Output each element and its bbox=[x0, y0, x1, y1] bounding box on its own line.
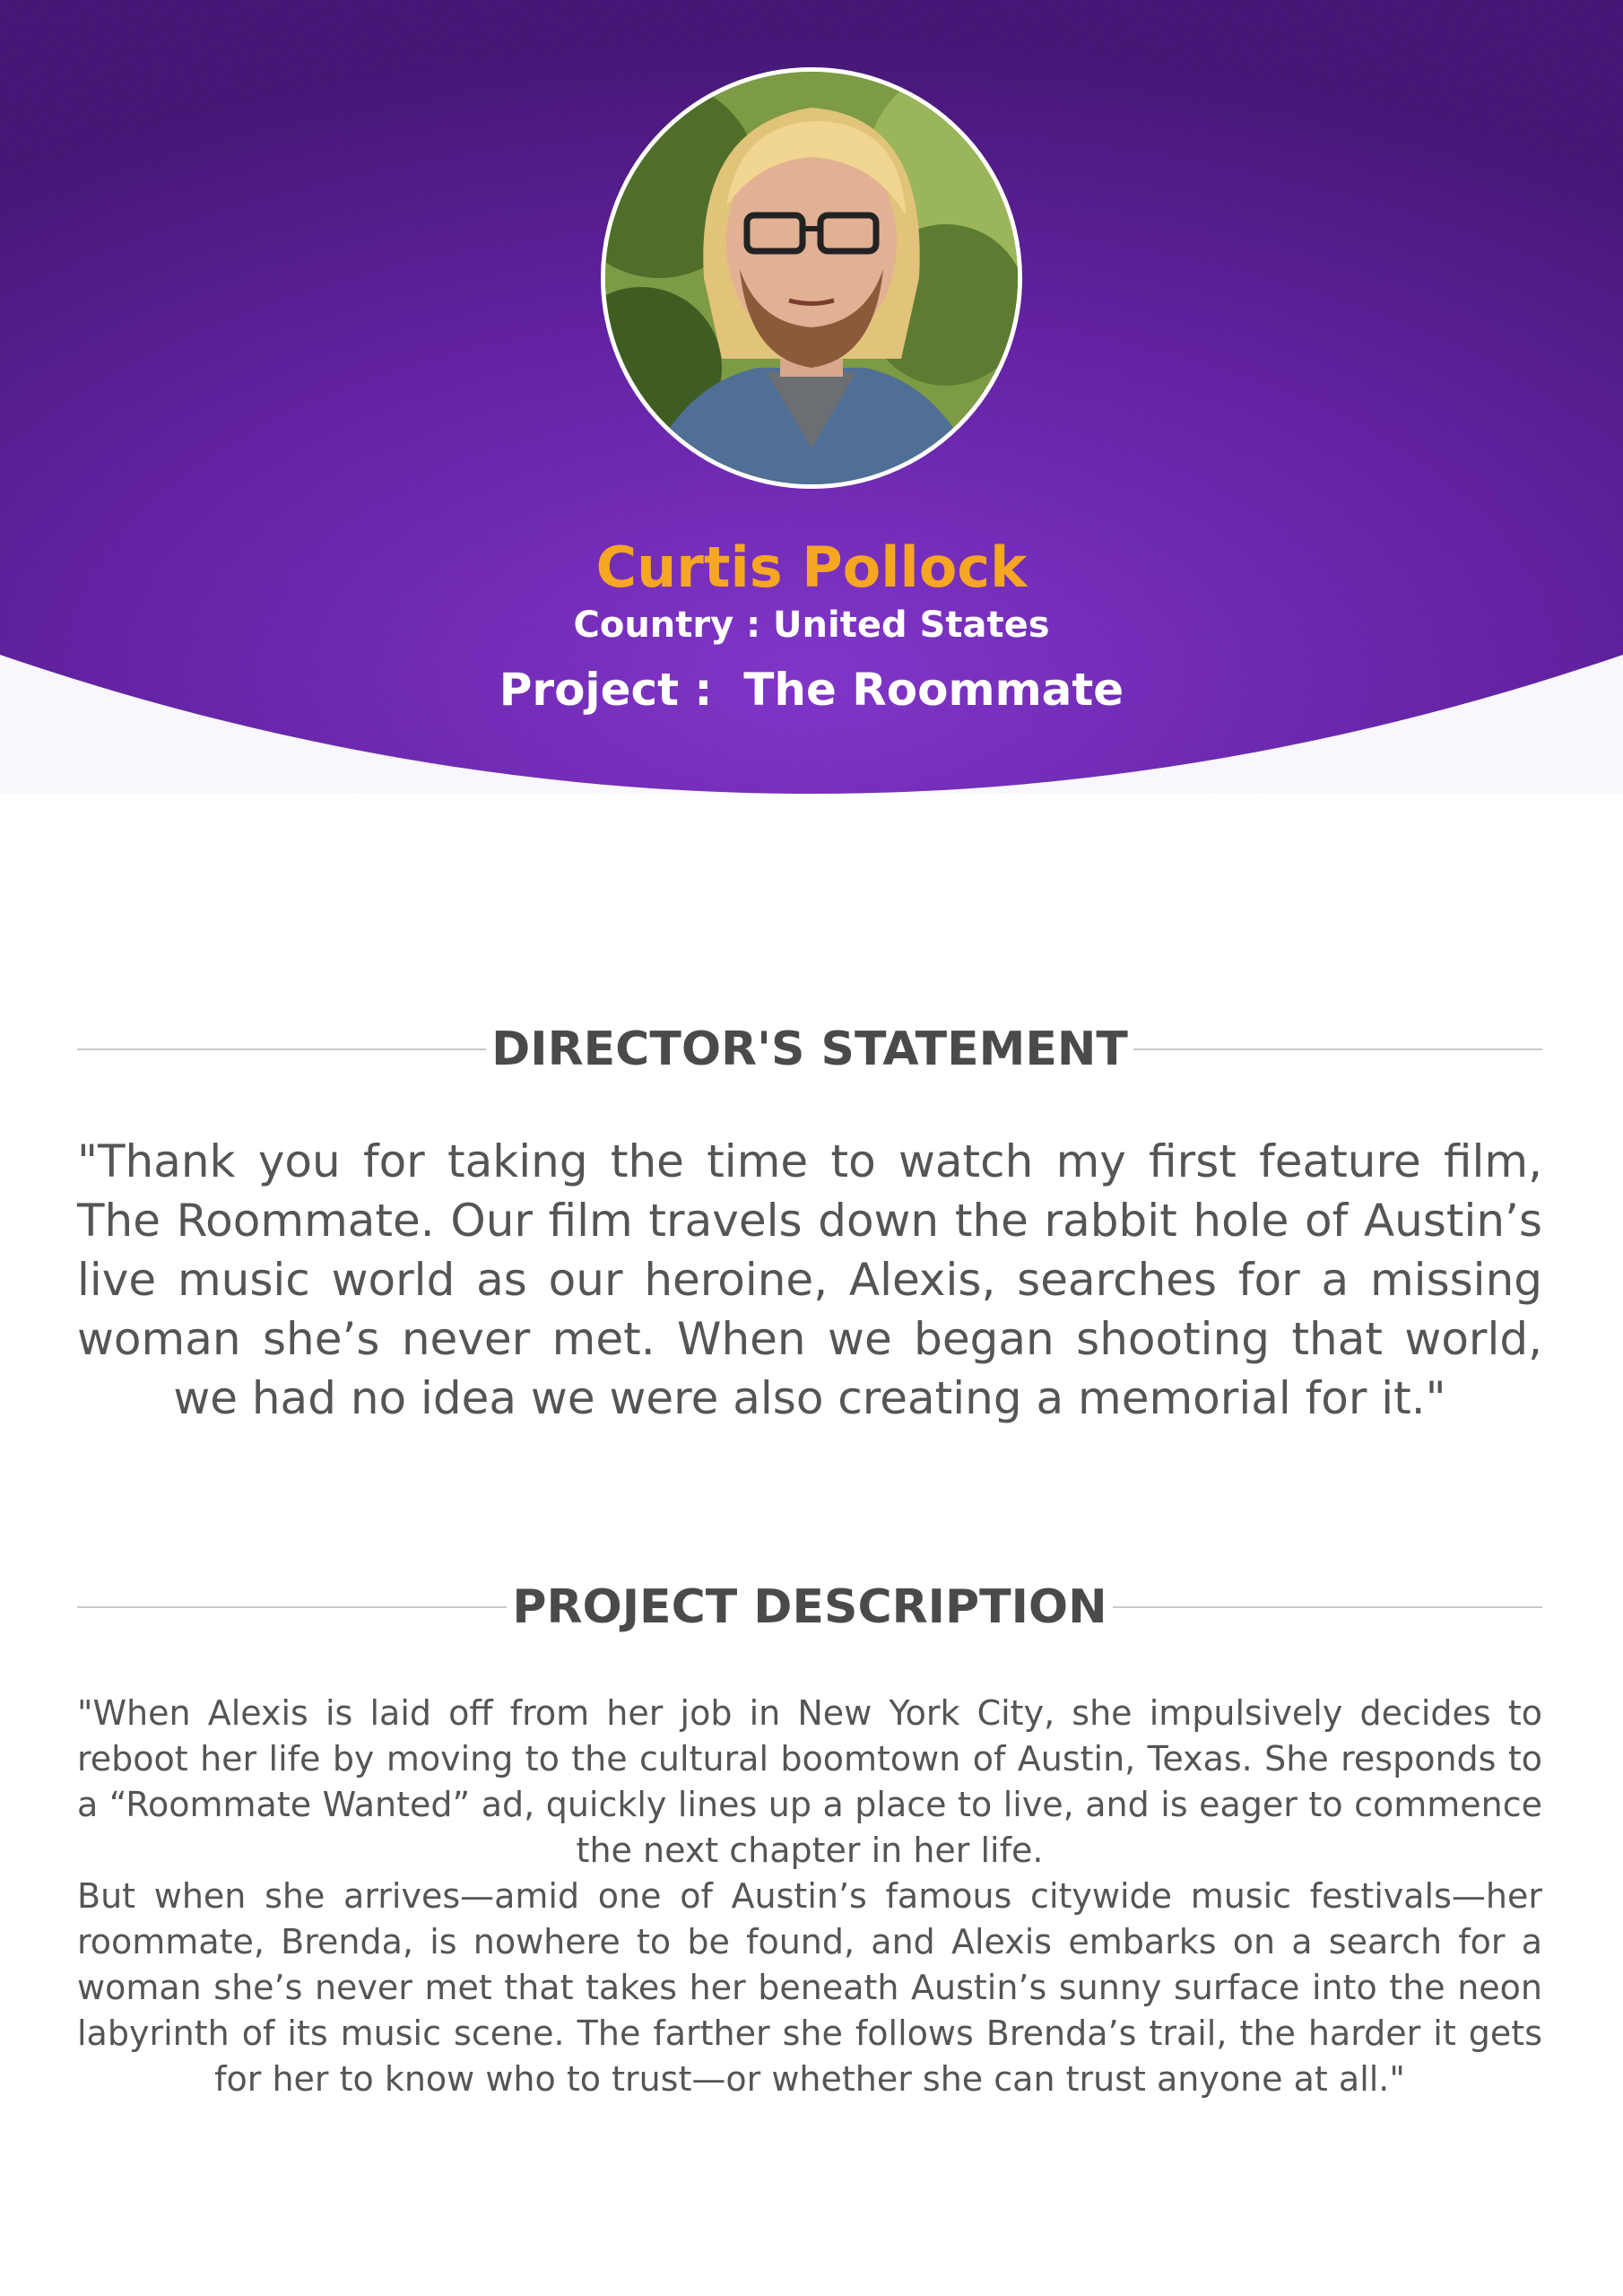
director-portrait-icon bbox=[605, 72, 1018, 484]
statement-text: "Thank you for taking the time to watch my first feature film, The Roommate. Our film travels down the rabbit hole of Austin’s live music world as our heroine, Alexis, searches for a missing woman she’s never met. When we began shooting that world, we had no idea we were also creating a memorial for it." bbox=[77, 1135, 1542, 1424]
director-name: Curtis Pollock bbox=[595, 535, 1028, 600]
description-paragraph: "When Alexis is laid off from her job in New York City, she impulsively decides to reboot her life by moving to the cultural boomtown of Austin, Texas. She responds to a “Roommate Wanted” ad, quickly lines up a place to live, and is eager to commence the next chapter in her life. bbox=[77, 1693, 1542, 1870]
heading-rule-right bbox=[1133, 1048, 1542, 1050]
heading-rule-left bbox=[77, 1048, 486, 1050]
description-body bbox=[77, 1691, 1542, 2102]
project-title: Project : The Roommate bbox=[499, 664, 1124, 716]
heading-rule-left bbox=[77, 1606, 507, 1608]
director-country: Country : United States bbox=[573, 604, 1050, 646]
statement-heading: DIRECTOR'S STATEMENT bbox=[491, 1022, 1128, 1076]
heading-rule-right bbox=[1113, 1606, 1542, 1608]
director-photo bbox=[601, 67, 1022, 489]
description-heading-row bbox=[77, 1580, 1542, 1634]
description-heading: PROJECT DESCRIPTION bbox=[512, 1580, 1107, 1634]
description-paragraph: But when she arrives—amid one of Austin’s famous citywide music festivals—her roommate, Brenda, is nowhere to be found, and Alexis embarks on a search for a woman she’s never met that takes her beneath Austin’s sunny surface into the neon labyrinth of its music scene. The farther she follows Brenda’s trail, the harder it gets for her to know who to trust—or whether she can trust anyone at all." bbox=[77, 1876, 1542, 2099]
statement-heading-row bbox=[77, 1022, 1542, 1076]
